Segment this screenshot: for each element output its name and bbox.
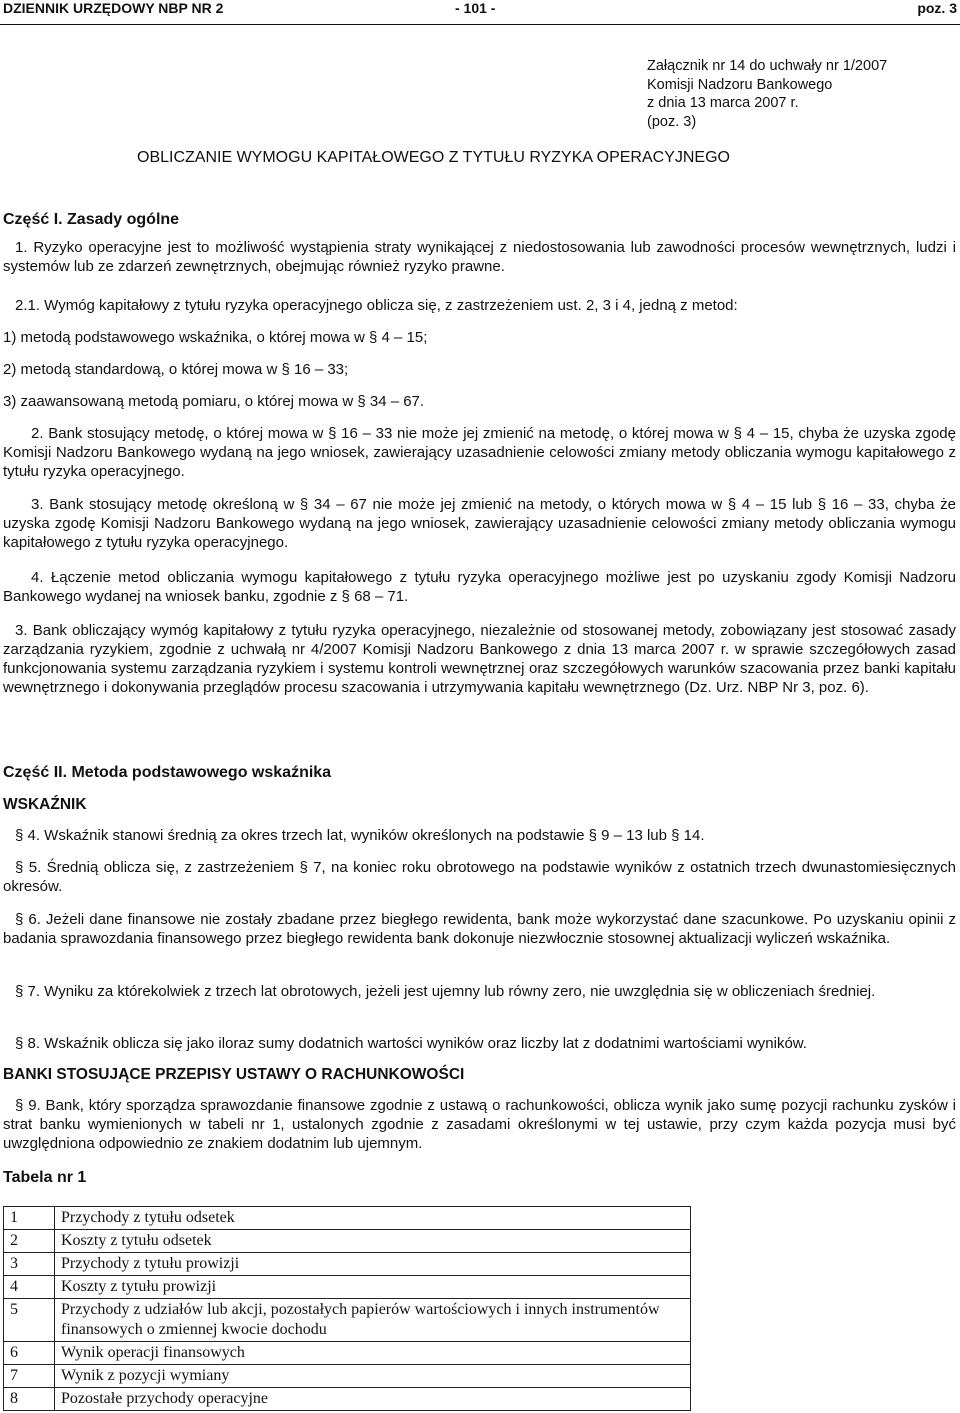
paragraph-5 [3, 858, 956, 896]
paragraph-7 [3, 982, 956, 1001]
row-number: 6 [4, 1342, 55, 1365]
table-title: Tabela nr 1 [3, 1169, 87, 1186]
table-row [4, 1388, 691, 1411]
section-heading: BANKI STOSUJĄCE PRZEPISY USTAWY O RACHUNKOWOŚCI [3, 1066, 465, 1083]
paragraph-8 [3, 1034, 956, 1053]
row-label: Pozostałe przychody operacyjne [55, 1388, 691, 1411]
part1-para-4 [3, 495, 956, 552]
table-1 [3, 1206, 691, 1411]
row-label: Przychody z tytułu prowizji [55, 1253, 691, 1276]
annex-line: z dnia 13 marca 2007 r. [647, 95, 799, 111]
row-number: 1 [4, 1207, 55, 1230]
part1-para-5 [3, 568, 956, 606]
paragraph: 3. Bank obliczający wymóg kapitałowy z tytułu ryzyka operacyjnego, niezależnie od stosowanej metody, zobowiązany jest stosować zasady zarządzania ryzykiem, zgodnie z uchwałą nr 4/2007 Komisji Nadzoru Bankowego z dnia 13 marca 2007 r. w sprawie szczegółowych zasad funkcjonowania systemu zarządzania ryzykiem i systemu kontroli wewnętrznej oraz szczegółowych warunków szacowania przez banki kapitału wewnętrznego i dokonywania przeglądów procesu szacowania i utrzymywania kapitału wewnętrznego (Dz. Urz. NBP Nr 3, poz. 6). [3, 622, 956, 696]
list-item-3 [3, 392, 956, 411]
table-row [4, 1342, 691, 1365]
paragraph-9 [3, 1096, 956, 1153]
paragraph-4 [3, 826, 956, 845]
part1-body-2 [3, 296, 956, 315]
paragraph: 2. Bank stosujący metodę, o której mowa w § 16 – 33 nie może jej zmienić na metodę, o której mowa w § 4 – 15, chyba że uzyska zgodę Komisji Nadzoru Bankowego wydaną na jego wniosek, zawierający uzasadnienie celowości zmiany metody obliczania wymogu kapitałowego z tytułu ryzyka operacyjnego. [3, 425, 956, 480]
row-label: Przychody z tytułu odsetek [55, 1207, 691, 1230]
row-number: 5 [4, 1299, 55, 1342]
part1-para-6 [3, 621, 956, 697]
section-heading: WSKAŹNIK [3, 796, 87, 813]
row-number: 4 [4, 1276, 55, 1299]
part1-para-3 [3, 424, 956, 481]
part1-body [3, 238, 956, 276]
page-header [0, 0, 960, 25]
list-item: 2) metodą standardową, o której mowa w § 16 – 33; [3, 361, 349, 378]
list-item: 1) metodą podstawowego wskaźnika, o której mowa w § 4 – 15; [3, 329, 428, 346]
list-item-1 [3, 328, 956, 347]
annex-line: Załącznik nr 14 do uchwały nr 1/2007 [647, 58, 888, 74]
row-label: Przychody z udziałów lub akcji, pozostałych papierów wartościowych i innych instrumentów finansowych o zmiennej kwocie dochodu [55, 1299, 691, 1342]
table-row [4, 1253, 691, 1276]
annex-reference [647, 57, 887, 131]
table-row [4, 1276, 691, 1299]
position-ref: poz. 3 [917, 0, 957, 16]
paragraph: 3. Bank stosujący metodę określoną w § 34 – 67 nie może jej zmienić na metody, o których mowa w § 4 – 15 lub § 16 – 33, chyba że uzyska zgodę Komisji Nadzoru Bankowego wydaną na jego wniosek, zawierający uzasadnienie celowości zmiany metody obliczania wymogu kapitałowego z tytułu ryzyka operacyjnego. [3, 496, 956, 551]
page-number: - 101 - [455, 0, 496, 16]
table-row [4, 1207, 691, 1230]
paragraph: § 6. Jeżeli dane finansowe nie zostały zbadane przez biegłego rewidenta, bank może wykorzystać dane szacunkowe. Po uzyskaniu opinii z badania sprawozdania finansowego przez biegłego rewidenta bank dokonuje niezwłocznie stosownej aktualizacji wyliczeń wskaźnika. [3, 911, 956, 947]
paragraph: § 9. Bank, który sporządza sprawozdanie finansowe zgodnie z ustawą o rachunkowości, oblicza wynik jako sumę pozycji rachunku zysków i strat banku wymienionych w tabeli nr 1, ustalonych zgodnie z zasadami określonymi w tej ustawie, przy czym każda pozycja musi być uwzględniona odpowiednio ze znakiem dodatnim lub ujemnym. [3, 1097, 956, 1152]
part2-heading: Część II. Metoda podstawowego wskaźnika [3, 764, 332, 781]
part1-heading: Część I. Zasady ogólne [3, 211, 180, 228]
paragraph-6 [3, 910, 956, 948]
paragraph: § 5. Średnią oblicza się, z zastrzeżeniem § 7, na koniec roku obrotowego na podstawie wyników z ostatnich trzech dwunastomiesięcznych okresów. [3, 859, 956, 895]
table-row [4, 1299, 691, 1342]
row-label: Koszty z tytułu odsetek [55, 1230, 691, 1253]
list-item-2 [3, 360, 956, 379]
paragraph: 2.1. Wymóg kapitałowy z tytułu ryzyka operacyjnego oblicza się, z zastrzeżeniem ust. 2, 3 i 4, jedną z metod: [15, 297, 738, 314]
row-label: Wynik z pozycji wymiany [55, 1365, 691, 1388]
table-row [4, 1230, 691, 1253]
document-title: OBLICZANIE WYMOGU KAPITAŁOWEGO Z TYTUŁU RYZYKA OPERACYJNEGO [137, 149, 730, 166]
paragraph: § 7. Wyniku za którekolwiek z trzech lat obrotowych, jeżeli jest ujemny lub równy zero, nie uwzględnia się w obliczeniach średniej. [15, 983, 876, 1000]
row-number: 8 [4, 1388, 55, 1411]
annex-line: Komisji Nadzoru Bankowego [647, 76, 833, 93]
list-item: 3) zaawansowaną metodą pomiaru, o której mowa w § 34 – 67. [3, 393, 425, 410]
table-row [4, 1365, 691, 1388]
row-number: 3 [4, 1253, 55, 1276]
paragraph: § 8. Wskaźnik oblicza się jako iloraz sumy dodatnich wartości wyników oraz liczby lat z dodatnimi wartościami wyników. [15, 1035, 807, 1052]
paragraph: 1. Ryzyko operacyjne jest to możliwość wystąpienia straty wynikającej z niedostosowania lub zawodności procesów wewnętrznych, ludzi i systemów lub ze zdarzeń zewnętrznych, obejmując również ryzyko prawne. [3, 239, 956, 275]
journal-name: DZIENNIK URZĘDOWY NBP NR 2 [3, 0, 224, 16]
row-label: Wynik operacji finansowych [55, 1342, 691, 1365]
annex-line: (poz. 3) [647, 113, 697, 130]
paragraph: § 4. Wskaźnik stanowi średnią za okres trzech lat, wyników określonych na podstawie § 9 – 13 lub § 14. [15, 827, 705, 844]
row-label: Koszty z tytułu prowizji [55, 1276, 691, 1299]
paragraph: 4. Łączenie metod obliczania wymogu kapitałowego z tytułu ryzyka operacyjnego możliwe jest po uzyskaniu zgody Komisji Nadzoru Bankowego wydanej na wniosek banku, zgodnie z § 68 – 71. [3, 569, 956, 605]
row-number: 2 [4, 1230, 55, 1253]
row-number: 7 [4, 1365, 55, 1388]
